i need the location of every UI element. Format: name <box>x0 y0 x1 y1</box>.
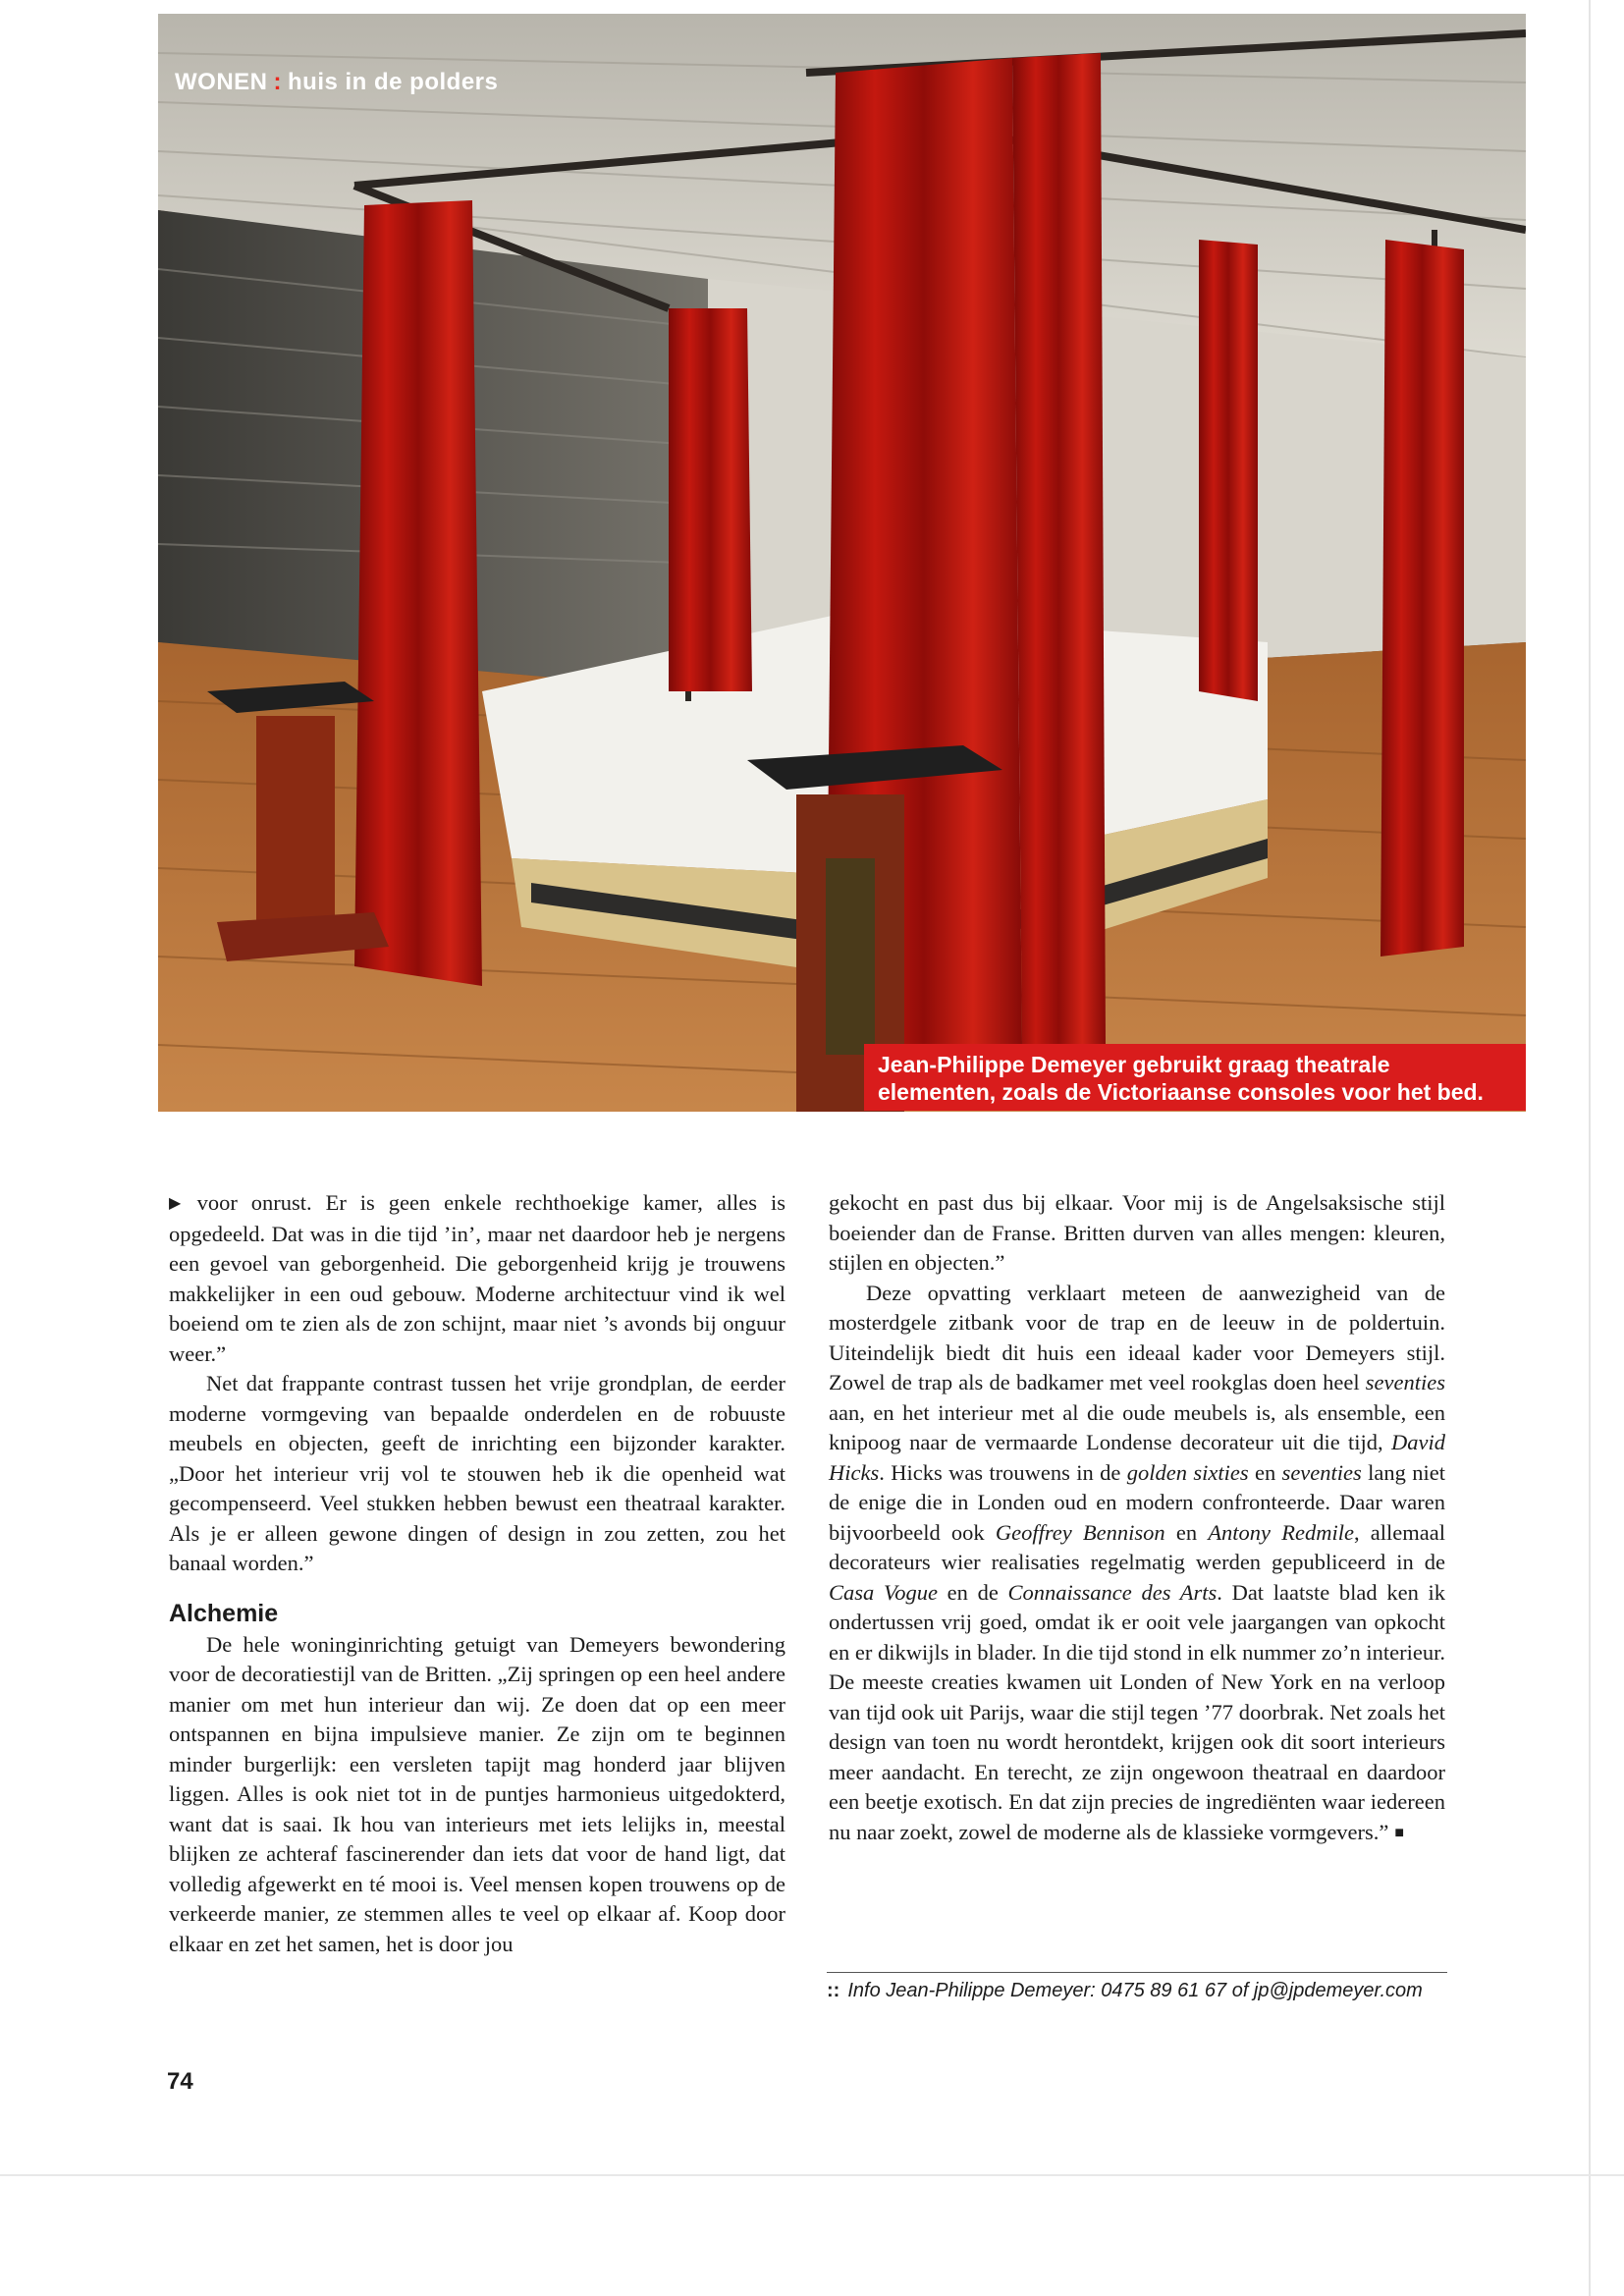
italic-term: Casa Vogue <box>829 1579 938 1605</box>
bedroom-photo <box>158 14 1526 1112</box>
info-text: Info Jean-Philippe Demeyer: 0475 89 61 67 of jp@jpdemeyer.com <box>847 1980 1423 2001</box>
text-run: aan, en het interieur met al die oude meubels is, als ensemble, een knipoog naar de vermaarde Londense decorateur uit die tijd, <box>829 1399 1445 1454</box>
italic-term: seventies <box>1365 1370 1445 1394</box>
text-run: en de <box>937 1579 1008 1605</box>
italic-term: seventies <box>1281 1459 1362 1485</box>
italic-term: Antony Redmile <box>1208 1519 1354 1545</box>
section-name: WONEN <box>175 69 268 95</box>
page-edge-bottom <box>0 2174 1624 2176</box>
section-header <box>175 69 498 96</box>
paragraph: Net dat frappante contrast tussen het vrije grondplan, de eerder moderne vormgeving van bepaalde onderdelen en de robuuste meubels en objecten, geeft de inrichting een bijzonder karakter. „Door het interieur vrij vol te stouwen heb ik die openheid wat gecompenseerd. Veel stukken hebben bewust een theatraal karakter. Als je er alleen gewone dingen of design in zou zetten, zou het banaal worden.” <box>169 1371 785 1575</box>
subsection-name: huis in de polders <box>288 69 499 95</box>
text-run: . Hicks was trouwens in de <box>879 1459 1127 1485</box>
paragraph <box>829 1279 1445 1849</box>
end-square-icon: ■ <box>1394 1824 1405 1841</box>
text-run: en <box>1248 1459 1282 1485</box>
paragraph: De hele woninginrichting getuigt van Demeyers bewondering voor de decoratiestijl van de Britten. „Zij springen op een heel andere manier om met hun interieur dan wij. Ze doen dat op een meer ontspannen en bijna impulsieve manier. Ze zijn om te beginnen minder burgerlijk: een versleten tapijt mag honderd jaar blijven liggen. Alles is ook niet tot in de puntjes harmonieus uitgedokterd, want dat is saai. Ik hou van interieurs met iets lelijks in, meestal blijken ze achteraf fascinerender dan iets dat voor de hand ligt, dat volledig afgewerkt en té mooi is. Veel mensen kopen trouwens op de verkeerde manier, ze stemmen alles te veel op elkaar af. Koop door elkaar en zet het samen, het is door jou <box>169 1631 785 1956</box>
paragraph: gekocht en past dus bij elkaar. Voor mij is de Angelsaksische stijl boeiender dan de Franse. Britten durven van alles mengen: kleuren, stijlen en objecten.” <box>829 1190 1445 1275</box>
article-column-left <box>169 1188 785 1959</box>
page-edge-right <box>1589 0 1591 2296</box>
photo-caption-line-1: Jean-Philippe Demeyer gebruikt graag theatrale <box>878 1052 1390 1077</box>
info-bullet-icon: :: <box>827 1980 840 2001</box>
subheading: Alchemie <box>169 1599 279 1627</box>
section-separator: : <box>273 69 282 95</box>
text-run: , allemaal decorateurs wier realisaties regelmatig werden gepubliceerd in de <box>829 1519 1445 1574</box>
info-divider <box>827 1972 1447 1973</box>
italic-term: Geoffrey Bennison <box>995 1519 1165 1545</box>
continuation-arrow-icon: ▶ <box>169 1195 189 1212</box>
photo-caption <box>864 1044 1526 1111</box>
paragraph <box>169 1188 785 1369</box>
text-run: en <box>1164 1519 1209 1545</box>
page-number: 74 <box>167 2068 193 2095</box>
italic-term: David Hicks <box>829 1430 1445 1485</box>
text-run: . Dat laatste blad ken ik ondertussen vrij goed, omdat ik er ooit vele jaargangen van opkocht en er dikwijls in blader. In die tijd stond in elk nummer zo’n interieur. De meeste creaties kwamen uit Londen of New York en na verloop van tijd ook uit Parijs, waar die stijl tegen ’77 doorbrak. Net zoals het design van toen nu wordt herontdekt, krijgen ook dit soort interieurs meer aandacht. En terecht, ze zijn ongewoon theatraal en daardoor een beetje exotisch. En dat zijn precies de ingrediënten waar iedereen nu naar zoekt, zowel de moderne als de klassieke vormgevers.” <box>829 1579 1446 1844</box>
info-line <box>827 1980 1423 2002</box>
paragraph-text: voor onrust. Er is geen enkele rechthoekige kamer, alles is opgedeeld. Dat was in die tijd ’in’, maar net daardoor heb je nergens een gevoel van geborgenheid. Die geborgenheid krijg je trouwens makkelijker in een oud gebouw. Moderne architectuur vind ik wel boeiend om te zien als de zon schijnt, maar niet ’s avonds bij onguur weer.” <box>169 1190 785 1366</box>
italic-term: golden sixties <box>1126 1459 1249 1485</box>
italic-term: Connaissance des Arts <box>1007 1579 1218 1605</box>
text-run: Deze opvatting verklaart meteen de aanwezigheid van de mosterdgele zitbank voor de trap en de leeuw in de poldertuin. Uiteindelijk biedt dit huis een ideaal kader voor Demeyers stijl. Zowel de trap als de badkamer met veel rookglas doen heel <box>829 1280 1445 1394</box>
article-column-right <box>829 1188 1445 1848</box>
text-run: lang niet de enige die in Londen oud en modern confronteerde. Daar waren bijvoorbeeld ook <box>829 1459 1445 1545</box>
photo-caption-line-2: elementen, zoals de Victoriaanse consoles voor het bed. <box>878 1079 1484 1105</box>
